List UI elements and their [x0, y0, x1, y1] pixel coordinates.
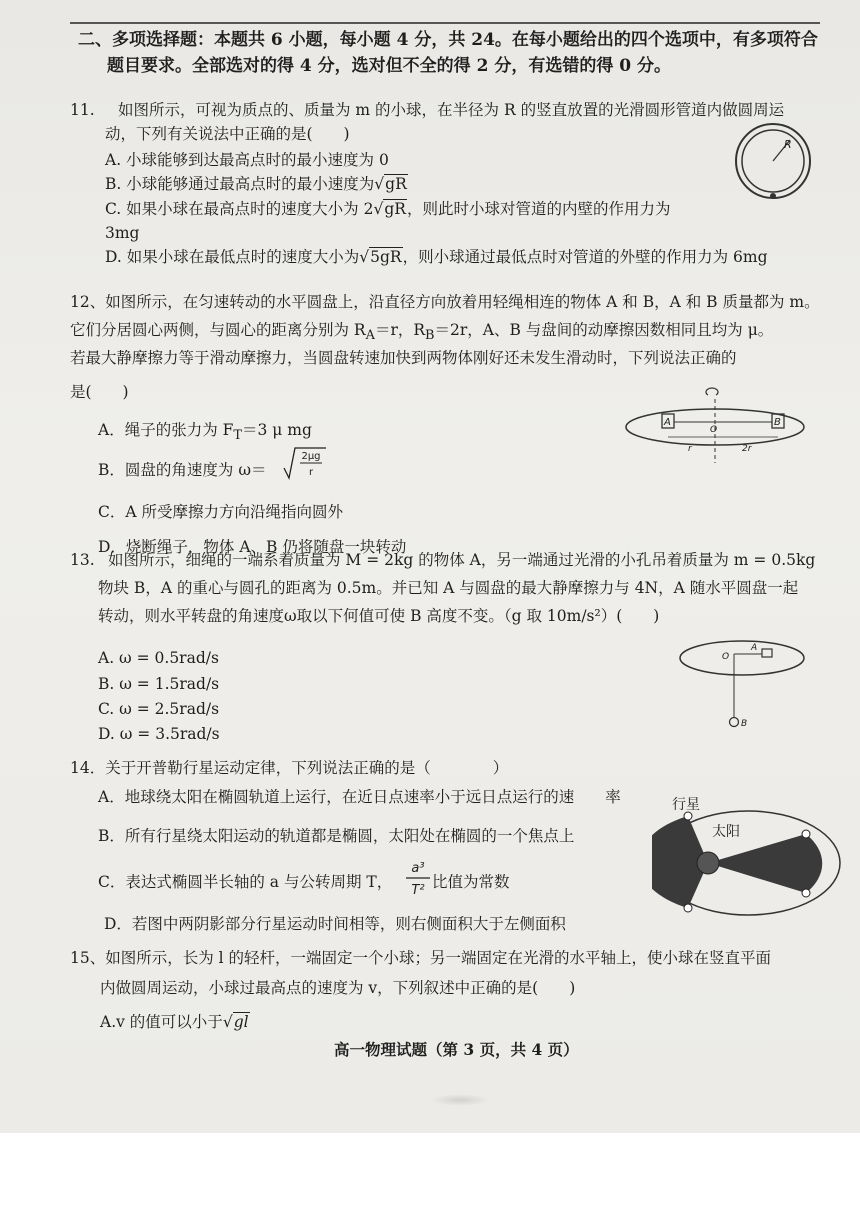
q12-fig-block-b: B [774, 417, 781, 428]
q12-option-a [98, 420, 312, 446]
q14-stem: 14．关于开普勒行星运动定律，下列说法正确的是（ ） [70, 759, 509, 777]
q14-fig-sun-label: 太阳 [712, 824, 740, 840]
q11-option-d-tail: ，则小球通过最低点时对管道的外壁的作用力为 6mg [402, 248, 768, 266]
q14-fig-planet-label: 行星 [672, 797, 700, 813]
q11-fig-radius-label: R [784, 138, 792, 151]
q12-option-d: D．烧断绳子，物体 A、B 仍将随盘一块转动 [98, 538, 407, 556]
section-heading-line2: 题目要求。全部选对的得 4 分，选对但不全的得 2 分，有选错的得 0 分。 [107, 56, 671, 76]
page-footer: 高一物理试题（第 3 页，共 4 页） [334, 1040, 579, 1059]
q13-number: 13. [70, 551, 95, 569]
q14-option-c-tail: 比值为常数 [432, 873, 510, 891]
q11-number: 11. [70, 101, 95, 119]
q13-fig-block-a: A [751, 643, 758, 653]
q15-stem-line2: 内做圆周运动，小球过最高点的速度为 v，下列叙述中正确的是( ) [100, 979, 576, 997]
q12-stem-line1: 12、如图所示，在匀速转动的水平圆盘上，沿直径方向放着用轻绳相连的物体 A 和 B，A 和 B 质量都为 m。 [70, 293, 820, 311]
q12-option-b-text: B．圆盘的角速度为 ω＝ [98, 461, 267, 479]
q14-fraction-numerator: a³ [411, 861, 425, 876]
q12-option-a-sub: T [233, 428, 242, 444]
q12-option-b [98, 460, 266, 480]
q12-fig-label-r: r [688, 444, 692, 454]
q11-option-c-radicand: gR [384, 200, 406, 218]
q15-stem-line1: 15、如图所示，长为 l 的轻杆，一端固定一个小球；另一端固定在光滑的水平轴上，使小球在竖直平面 [70, 949, 772, 967]
q13-fig-block-b: B [741, 719, 748, 729]
q11-option-b: B. 小球能够通过最高点时的最小速度为√gR [105, 175, 407, 193]
q14-option-d: D．若图中两阴影部分行星运动时间相等，则右侧面积大于左侧面积 [104, 915, 566, 933]
q12-stem-line2-c: ＝2r，A、B 与盘间的动摩擦因数相同且均为 μ。 [434, 321, 774, 339]
top-rule [70, 22, 820, 24]
q12-option-b-root [282, 442, 330, 488]
q13-option-c: C. ω = 2.5rad/s [98, 700, 220, 718]
q12-option-a-text: A．绳子的张力为 F [98, 421, 234, 439]
q15-option-a-text: A.v 的值可以小于 [100, 1013, 223, 1031]
q11-option-c-text: C. 如果小球在最高点时的速度大小为 2 [105, 200, 374, 218]
q13-stem-line1: 如图所示，细绳的一端系着质量为 M = 2kg 的物体 A，另一端通过光滑的小孔吊着质量为 m = 0.5kg [108, 551, 816, 569]
q12-stem-line2-b: ＝r，R [374, 321, 426, 339]
q12-stem-sub-b: B [425, 328, 435, 344]
q11-stem-line2: 动，下列有关说法中正确的是( ) [105, 125, 350, 143]
q12-option-a-tail: ＝3 μ mg [242, 421, 312, 439]
q11-option-c-tail: ，则此时小球对管道的内壁的作用力为 [406, 200, 671, 218]
q11-tube-figure [728, 118, 818, 208]
q12-stem-line3: 若最大静摩擦力等于滑动摩擦力，当圆盘转速加快到两物体刚好还未发生滑动时，下列说法正确的 [70, 349, 737, 367]
q11-option-d: D. 如果小球在最低点时的速度大小为√5gR，则小球通过最低点时对管道的外壁的作用力为 6mg [105, 248, 768, 266]
q13-option-b: B. ω = 1.5rad/s [98, 675, 220, 693]
q12-stem-line2 [70, 320, 773, 346]
q12-option-b-numerator: 2μg [301, 451, 321, 462]
q14-option-b: B．所有行星绕太阳运动的轨道都是椭圆，太阳处在椭圆的一个焦点上 [98, 827, 575, 845]
q12-option-c: C．A 所受摩擦力方向沿绳指向圆外 [98, 503, 343, 521]
q12-stem-line2-a: 它们分居圆心两侧，与圆心的距离分别为 R [70, 321, 366, 339]
q12-disc-figure [622, 385, 812, 465]
q14-fraction-denominator: T² [411, 883, 425, 898]
q11-option-b-text: B. 小球能够通过最高点时的最小速度为 [105, 175, 375, 193]
q13-fig-center-o: O [722, 652, 730, 662]
q14-option-c [98, 872, 392, 892]
q12-fig-block-a: A [664, 417, 671, 428]
q14-orbit-figure [652, 792, 844, 920]
q13-turntable-figure [676, 636, 811, 731]
q11-option-a: A. 小球能够到达最高点时的最小速度为 0 [105, 151, 389, 169]
q11-option-c-continued: 3mg [105, 224, 140, 242]
q14-option-c-text: C．表达式椭圆半长轴的 a 与公转周期 T， [98, 873, 393, 891]
q15-option-a: A.v 的值可以小于√gl [100, 1013, 249, 1031]
q13-option-d: D. ω = 3.5rad/s [98, 725, 220, 743]
q13-stem-line3: 转动，则水平转盘的角速度ω取以下何值可使 B 高度不变。（g 取 10m/s²）( ) [98, 607, 660, 625]
q13-stem-line2: 物块 B，A 的重心与圆孔的距离为 0.5m。并已知 A 与圆盘的最大静摩擦力与 4N，A 随水平圆盘一起 [98, 579, 799, 597]
q14-option-c-fraction [404, 856, 432, 902]
q15-option-a-radicand: gl [233, 1013, 249, 1031]
q11-option-d-radicand: 5gR [370, 248, 402, 266]
q12-fig-center-o: O [710, 425, 718, 435]
q11-option-c: C. 如果小球在最高点时的速度大小为 2√gR，则此时小球对管道的内壁的作用力为 [105, 200, 671, 218]
scan-smudge [430, 1094, 490, 1106]
section-heading-line1: 二、多项选择题：本题共 6 小题，每小题 4 分，共 24。在每小题给出的四个选项中，有多项符合 [78, 30, 818, 50]
q12-fig-label-2r: 2r [742, 444, 752, 454]
q13-option-a: A. ω = 0.5rad/s [98, 649, 219, 667]
q11-option-b-radicand: gR [385, 175, 407, 193]
q14-option-a: A．地球绕太阳在椭圆轨道上运行，在近日点速率小于远日点运行的速 率 [98, 788, 621, 806]
q11-option-d-text: D. 如果小球在最低点时的速度大小为 [105, 248, 360, 266]
q12-stem-sub-a: A [365, 328, 375, 344]
q12-option-b-denominator: r [308, 467, 314, 478]
q12-stem-line4: 是( ) [70, 383, 129, 401]
q11-stem-line1: 如图所示，可视为质点的、质量为 m 的小球，在半径为 R 的竖直放置的光滑圆形管道内做圆周运 [118, 101, 785, 119]
